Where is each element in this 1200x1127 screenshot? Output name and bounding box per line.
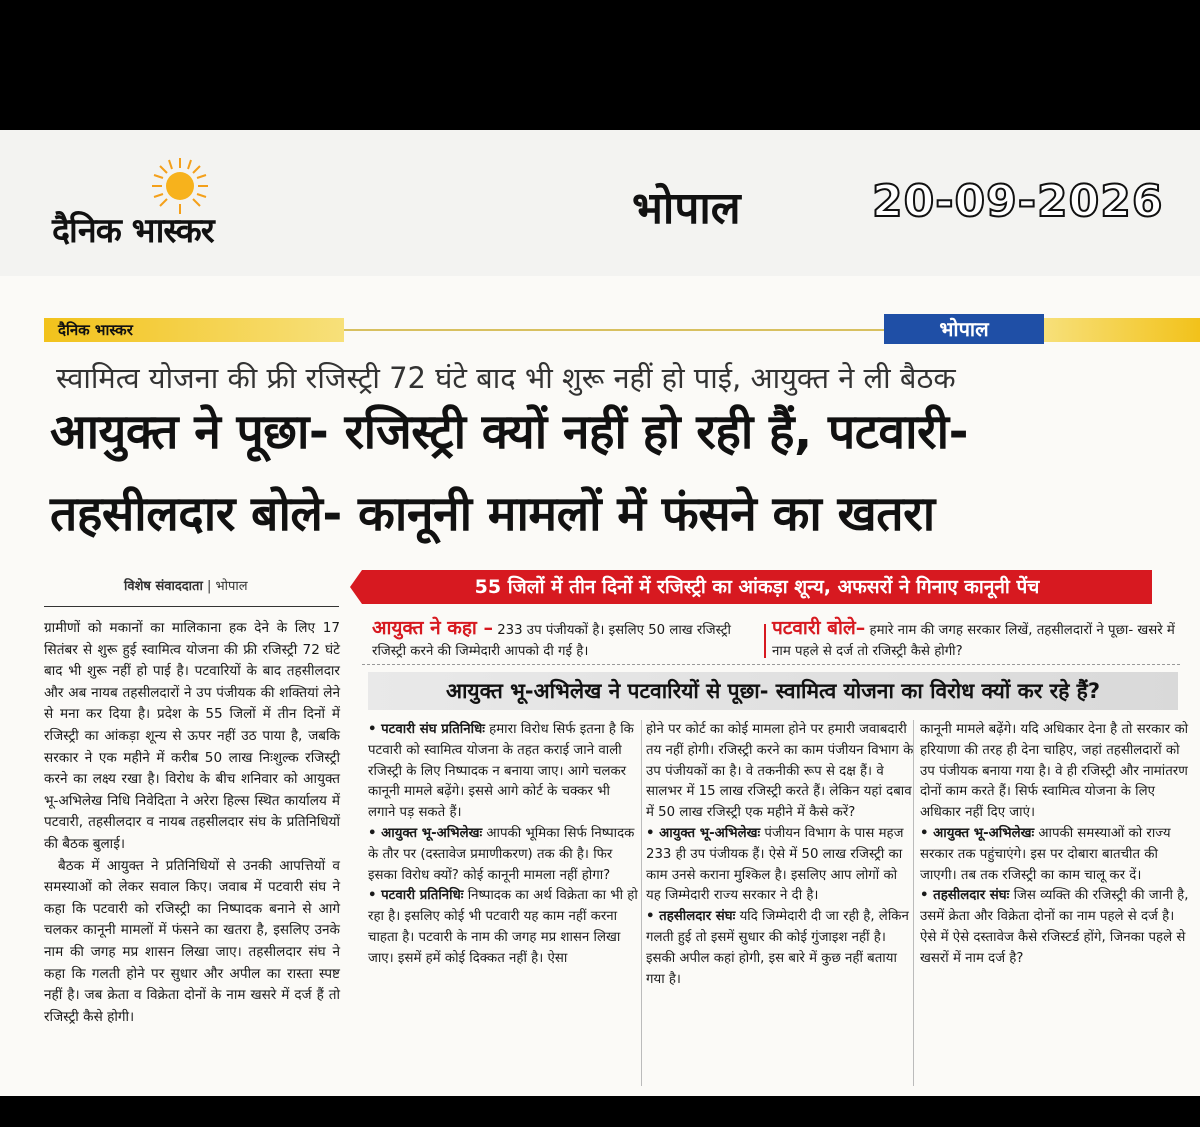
qa-speaker: • पटवारी प्रतिनिधिः bbox=[368, 888, 464, 904]
quote-label: पटवारी बोले– bbox=[772, 617, 866, 639]
red-subhead: 55 जिलों में तीन दिनों में रजिस्ट्री का आंकड़ा शून्य, अफसरों ने गिनाए कानूनी पेंच bbox=[362, 570, 1152, 604]
headline-line-2: तहसीलदार बोले- कानूनी मामलों में फंसने का खतरा bbox=[50, 486, 935, 542]
quote-text: हमारे नाम की जगह सरकार लिखें, तहसीलदारों ने पूछा- खसरे में नाम पहले से दर्ज तो रजिस्ट्री कैसे होगी? bbox=[772, 623, 1175, 659]
qa-speaker: • तहसीलदार संघः bbox=[920, 888, 1010, 904]
grey-subhead: आयुक्त भू-अभिलेख ने पटवारियों से पूछा- स्वामित्व योजना का विरोध क्यों कर रहे हैं? bbox=[368, 672, 1178, 710]
brand-band bbox=[44, 318, 344, 342]
column-rule bbox=[913, 720, 914, 1086]
qa-text: कानूनी मामले बढ़ेंगे। यदि अधिकार देना है तो सरकार को हरियाणा की तरह ही देना चाहिए, जहां तहसीलदारों को उप पंजीयक बनाया गया है। वे ही रजिस्ट्री और नामांतरण दोनों काम करते हैं। सिर्फ स्वामित्व योजना के लिए अधिकार नहीं दिए जाएं। bbox=[920, 722, 1189, 821]
band-tail bbox=[1044, 318, 1200, 342]
qa-entry bbox=[920, 824, 1190, 886]
byline-rule bbox=[44, 606, 339, 607]
newspaper-frame bbox=[0, 130, 1200, 1096]
masthead-city: भोपाल bbox=[632, 183, 741, 234]
qa-entry bbox=[368, 824, 638, 886]
qa-speaker: • तहसीलदार संघः bbox=[646, 909, 736, 925]
qa-text: आपकी समस्याओं को राज्य सरकार तक पहुंचाएंगे। इस पर दोबारा बातचीत की जाएगी। तब तक रजिस्ट्री का काम चालू कर दें। bbox=[920, 825, 1171, 883]
band-divider bbox=[344, 329, 884, 331]
qa-column-3 bbox=[920, 720, 1190, 970]
lead-paragraph: बैठक में आयुक्त ने प्रतिनिधियों से उनकी आपत्तियों व समस्याओं को लेकर सवाल किए। जवाब में पटवारी संघ ने कहा कि पटवारी को रजिस्ट्री का निष्पादक बनाने से आगे चलकर कानूनी मामलों में फंसने का खतरा है, इसलिए उनके नाम की जगह मप्र शासन लिखा जाए। तहसीलदार संघ ने कहा कि गलती होने पर सुधार और अपील का रास्ता स्पष्ट नहीं है। जब क्रेता व विक्रेता दोनों के नाम खसरे में दर्ज हैं तो रजिस्ट्री कैसे होगी। bbox=[44, 857, 340, 1025]
quote-divider bbox=[764, 624, 766, 658]
qa-entry bbox=[646, 824, 916, 907]
quote-commissioner bbox=[372, 618, 762, 662]
qa-speaker: • आयुक्त भू-अभिलेखः bbox=[368, 825, 483, 841]
qa-entry bbox=[920, 886, 1190, 969]
dashed-rule bbox=[362, 664, 1180, 665]
qa-column-2 bbox=[646, 720, 916, 990]
qa-speaker: • पटवारी संघ प्रतिनिधिः bbox=[368, 722, 485, 737]
qa-speaker: • आयुक्त भू-अभिलेखः bbox=[920, 825, 1035, 841]
qa-speaker: • आयुक्त भू-अभिलेखः bbox=[646, 825, 761, 841]
lead-paragraph: ग्रामीणों को मकानों का मालिकाना हक देने के लिए 17 सितंबर से शुरू हुई स्वामित्व योजना की फ्री रजिस्ट्री 72 घंटे बाद भी शुरू नहीं हो पाई है। पटवारियों के बाद तहसीलदार और अब नायब तहसीलदारों ने उप पंजीयक की शक्तियां लेने से मना कर दिया है। प्रदेश के 55 जिलों में तीन दिनों में रजिस्ट्री का आंकड़ा शून्य से ऊपर नहीं उठ पाया है, जबकि सरकार ने एक महीने में करीब 50 लाख निःशुल्क रजिस्ट्री करने का लक्ष्य रखा है। विरोध के बीच शनिवार को आयुक्त भू-अभिलेख निधि निवेदिता ने अरेरा हिल्स स्थित कार्यालय में पटवारी, तहसीलदार व नायब तहसीलदार संघ के प्रतिनिधियों की बैठक बुलाई। bbox=[44, 620, 340, 852]
qa-entry bbox=[646, 907, 916, 990]
masthead bbox=[0, 130, 1200, 276]
qa-column-1 bbox=[368, 720, 638, 970]
byline bbox=[124, 576, 248, 594]
qa-entry bbox=[646, 720, 916, 824]
masthead-date: 20-09-2026 bbox=[872, 176, 1164, 227]
qa-text: होने पर कोर्ट का कोई मामला होने पर हमारी जवाबदारी तय नहीं होगी। रजिस्ट्री करने का काम पंजीयन विभाग के उप पंजीयकों का है। वे तकनीकी रूप से दक्ष हैं। वे सालभर में 15 लाख रजिस्ट्री करते हैं। लेकिन यहां दबाव में 50 लाख रजिस्ट्री एक महीने में कैसे करें? bbox=[646, 722, 914, 821]
qa-entry bbox=[920, 720, 1190, 824]
byline-place: | भोपाल bbox=[206, 579, 248, 594]
city-band: भोपाल bbox=[884, 314, 1044, 344]
qa-text: जिस व्यक्ति की रजिस्ट्री की जानी है, उसमें क्रेता और विक्रेता दोनों का नाम पहले से दर्ज है। ऐसे में ऐसे दस्तावेज कैसे रजिस्टर्ड होंगे, जिनका पहले से खसरों में नाम दर्ज है? bbox=[920, 888, 1189, 966]
lead-column bbox=[44, 618, 340, 1028]
qa-entry bbox=[368, 720, 638, 824]
masthead-brand: दैनिक भास्कर bbox=[52, 211, 214, 251]
byline-name: विशेष संवाददाता bbox=[124, 579, 203, 594]
qa-text: हमारा विरोध सिर्फ इतना है कि पटवारी को स्वामित्व योजना के तहत कराई जाने वाली रजिस्ट्री के लिए निष्पादक न बनाया जाए। आगे चलकर कानूनी मामले बढ़ेंगे। इससे आगे कोर्ट के चक्कर भी लगाने पड़ सकते हैं। bbox=[368, 722, 634, 821]
quote-text: 233 उप पंजीयकों है। इसलिए 50 लाख रजिस्ट्री रजिस्ट्री करने की जिम्मेदारी आपको दी गई है। bbox=[372, 623, 731, 659]
qa-text: पंजीयन विभाग के पास महज 233 ही उप पंजीयक हैं। ऐसे में 50 लाख रजिस्ट्री का काम उनसे कराना मुश्किल है। इसलिए आप लोगों को यह जिम्मेदारी राज्य सरकार ने दी है। bbox=[646, 825, 904, 904]
headline-line-1: आयुक्त ने पूछा- रजिस्ट्री क्यों नहीं हो रही हैं, पटवारी- bbox=[50, 404, 969, 460]
news-clipping bbox=[0, 280, 1200, 1096]
column-rule bbox=[641, 720, 642, 1086]
quote-patwari bbox=[772, 618, 1190, 662]
qa-entry bbox=[368, 886, 638, 969]
brand-band-label: दैनिक भास्कर bbox=[58, 321, 133, 339]
qa-text: आपकी भूमिका सिर्फ निष्पादक के तौर पर (दस्तावेज प्रमाणीकरण) तक की है। फिर इसका विरोध क्यों? कोई कानूनी मामला नहीं होगा? bbox=[368, 825, 635, 883]
qa-text: निष्पादक का अर्थ विक्रेता का भी हो रहा है। इसलिए कोई भी पटवारी यह काम नहीं करना चाहता है। पटवारी के नाम की जगह मप्र शासन लिखा जाए। इसमें हमें कोई दिक्कत नहीं है। ऐसा bbox=[368, 888, 638, 966]
qa-text: यदि जिम्मेदारी दी जा रही है, लेकिन गलती हुई तो इसमें सुधार की कोई गुंजाइश नहीं है। इसकी अपील कहां होगी, इस बारे में कुछ नहीं बताया गया है। bbox=[646, 909, 909, 987]
quote-label: आयुक्त ने कहा – bbox=[372, 617, 493, 639]
kicker: स्वामित्व योजना की फ्री रजिस्ट्री 72 घंटे बाद भी शुरू नहीं हो पाई, आयुक्त ने ली बैठक bbox=[56, 361, 956, 395]
